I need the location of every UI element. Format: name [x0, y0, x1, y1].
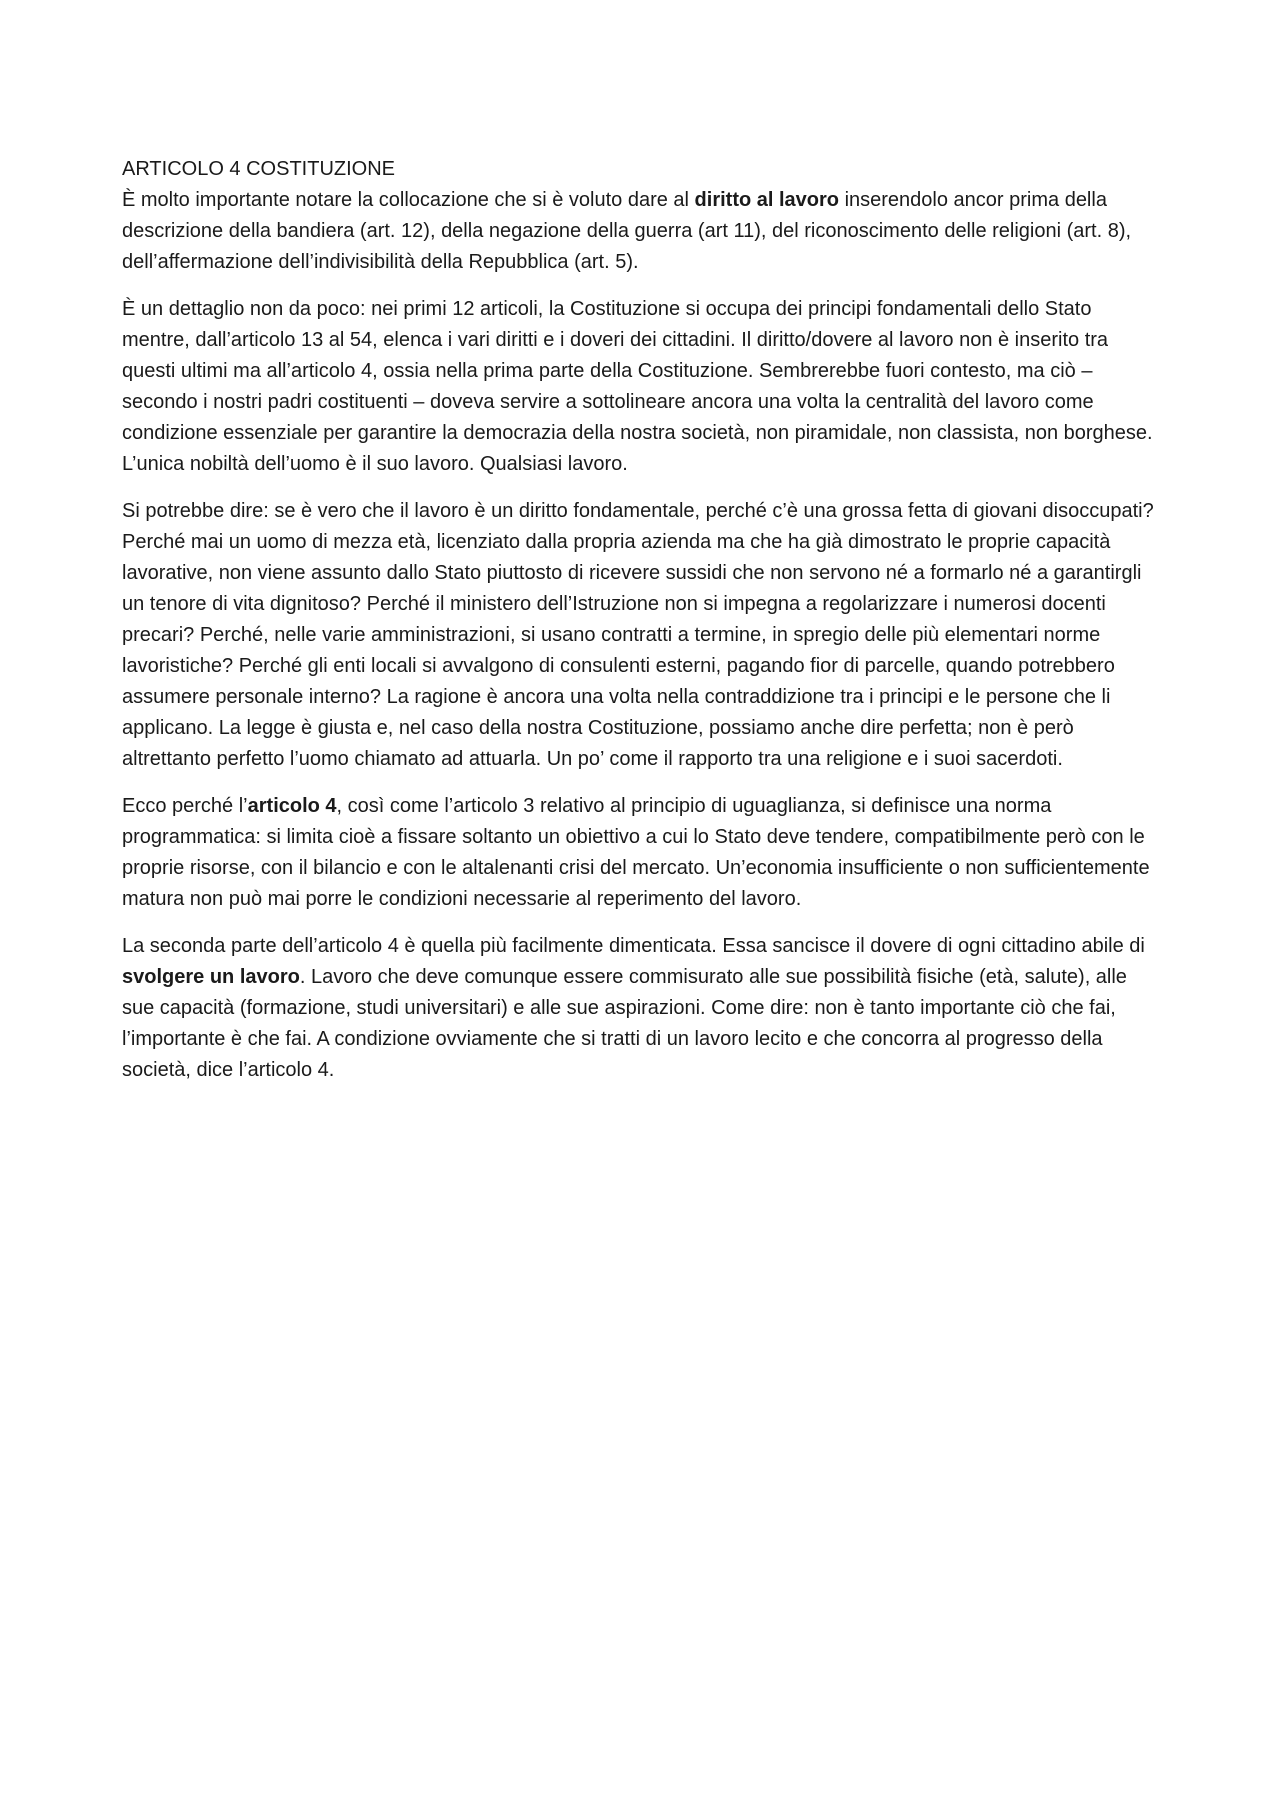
- paragraph-5-text-start: La seconda parte dell’articolo 4 è quella più facilmente dimenticata. Essa sancisce il dovere di ogni cittadino abile di: [122, 935, 1145, 957]
- paragraph-5-bold-term: svolgere un lavoro: [122, 966, 300, 988]
- paragraph-4-text-start: Ecco perché l’: [122, 795, 248, 817]
- paragraph-1-text-start: È molto importante notare la collocazione che si è voluto dare al: [122, 189, 695, 211]
- paragraph-4: [122, 791, 1160, 915]
- paragraph-4-text-end: , così come l’articolo 3 relativo al principio di uguaglianza, si definisce una norma programmatica: si limita cioè a fissare soltanto un obiettivo a cui lo Stato deve tendere, compatibilmente però con le proprie risorse, con il bilancio e con le altalenanti crisi del mercato. Un’economia insufficiente o non sufficientemente matura non può mai porre le condizioni necessarie al reperimento del lavoro.: [122, 795, 1150, 910]
- paragraph-2: È un dettaglio non da poco: nei primi 12 articoli, la Costituzione si occupa dei principi fondamentali dello Stato mentre, dall’articolo 13 al 54, elenca i vari diritti e i doveri dei cittadini. Il diritto/dovere al lavoro non è inserito tra questi ultimi ma all’articolo 4, ossia nella prima parte della Costituzione. Sembrerebbe fuori contesto, ma ciò – secondo i nostri padri costituenti – doveva servire a sottolineare ancora una volta la centralità del lavoro come condizione essenziale per garantire la democrazia della nostra società, non piramidale, non classista, non borghese. L’unica nobiltà dell’uomo è il suo lavoro. Qualsiasi lavoro.: [122, 298, 1153, 475]
- paragraph-4-bold-term: articolo 4: [247, 795, 337, 817]
- paragraph-1-bold-term: diritto al lavoro: [694, 189, 840, 211]
- paragraph-1-text-end: inserendolo ancor prima della descrizione della bandiera (art. 12), della negazione della guerra (art 11), del riconoscimento delle religioni (art. 8), dell’affermazione dell’indivisibilità della Repubblica (art. 5).: [122, 189, 1132, 273]
- paragraph-5: [122, 931, 1160, 1086]
- paragraph-1: [122, 185, 1160, 278]
- paragraph-3: Si potrebbe dire: se è vero che il lavoro è un diritto fondamentale, perché c’è una grossa fetta di giovani disoccupati? Perché mai un uomo di mezza età, licenziato dalla propria azienda ma che ha già dimostrato le proprie capacità lavorative, non viene assunto dallo Stato piuttosto di ricevere sussidi che non servono né a formarlo né a garantirgli un tenore di vita dignitoso? Perché il ministero dell’Istruzione non si impegna a regolarizzare i numerosi docenti precari? Perché, nelle varie amministrazioni, si usano contratti a termine, in spregio delle più elementari norme lavoristiche? Perché gli enti locali si avvalgono di consulenti esterni, pagando fior di parcelle, quando potrebbero assumere personale interno? La ragione è ancora una volta nella contraddizione tra i principi e le persone che li applicano. La legge è giusta e, nel caso della nostra Costituzione, possiamo anche dire perfetta; non è però altrettanto perfetto l’uomo chiamato ad attuarla. Un po’ come il rapporto tra una religione e i suoi sacerdoti.: [122, 500, 1154, 770]
- document-title: ARTICOLO 4 COSTITUZIONE: [122, 158, 395, 180]
- paragraph-5-text-end: . Lavoro che deve comunque essere commisurato alle sue possibilità fisiche (età, salute), alle sue capacità (formazione, studi universitari) e alle sue aspirazioni. Come dire: non è tanto importante ciò che fai, l’importante è che fai. A condizione ovviamente che si tratti di un lavoro lecito e che concorra al progresso della società, dice l’articolo 4.: [122, 966, 1127, 1081]
